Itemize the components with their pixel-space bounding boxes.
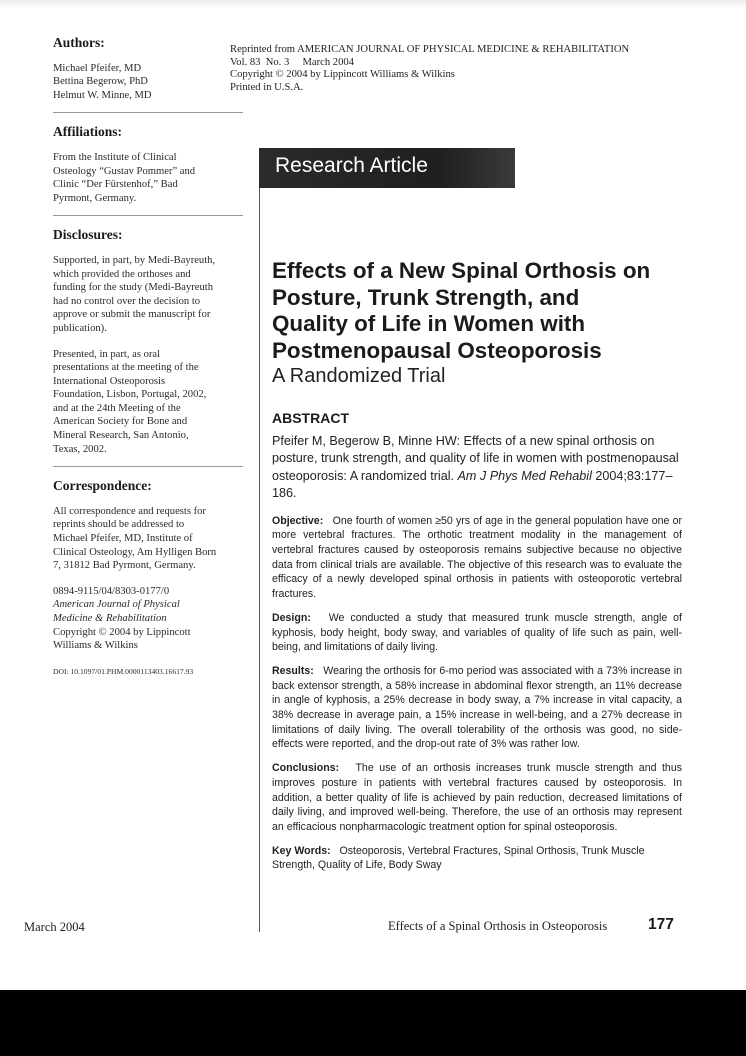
- presented-line: Texas, 2002.: [53, 443, 107, 455]
- correspondence-line: reprints should be addressed to: [53, 519, 185, 531]
- disclosures-text: [53, 254, 243, 336]
- affiliation-line: From the Institute of Clinical: [53, 151, 177, 163]
- disclosure-line: had no control over the decision to: [53, 295, 201, 307]
- objective-text: One fourth of women ≥50 yrs of age in the general population have one or more vertebral fractures. The orthotic treatment modality in the management of vertebral fractures caused by osteoporosis remains subjective because no objective data from clinical trials are available. The objective of this research was to evaluate the efficacy of a newly developed spinal orthosis in patients with osteoporotic vertebral fractures.: [272, 514, 682, 601]
- affiliation-line: Osteology “Gustav Pommer” and: [53, 165, 196, 177]
- journal-name-line: American Journal of Physical: [53, 599, 180, 611]
- correspondence-line: 7, 31812 Bad Pyrmont, Germany.: [53, 560, 196, 572]
- results-label: Results:: [272, 664, 314, 677]
- left-sidebar: [53, 36, 243, 700]
- article-type-banner: [259, 148, 515, 188]
- scan-bottom-border: [0, 990, 746, 1056]
- correspondence-block: [53, 479, 243, 688]
- title-line: Posture, Trunk Strength, and: [272, 284, 580, 310]
- author-name: Bettina Begerow, PhD: [53, 76, 148, 88]
- presented-line: Foundation, Lisbon, Portugal, 2002,: [53, 389, 207, 401]
- correspondence-heading: Correspondence:: [53, 478, 152, 494]
- author-name: Helmut W. Minne, MD: [53, 89, 152, 101]
- reprint-line: Reprinted from AMERICAN JOURNAL OF PHYSICAL MEDICINE & REHABILITATION: [230, 44, 630, 55]
- title-line: Postmenopausal Osteoporosis: [272, 337, 602, 363]
- presented-text: [53, 348, 243, 457]
- presented-line: and at the 24th Meeting of the: [53, 402, 181, 414]
- article-subtitle: A Randomized Trial: [272, 365, 446, 387]
- journal-name-line: Medicine & Rehabilitation: [53, 613, 167, 624]
- footer-date: March 2004: [24, 920, 85, 934]
- authors-block: [53, 36, 243, 113]
- correspondence-line: Michael Pfeifer, MD, Institute of: [53, 533, 193, 545]
- title-line: Quality of Life in Women with: [272, 311, 586, 336]
- affiliation-line: Clinic “Der Fürstenhof,” Bad: [53, 179, 178, 191]
- issn: 0894-9115/04/8303-0177/0: [53, 585, 170, 597]
- correspondence-line: Clinical Osteology, Am Hylligen Born: [53, 546, 217, 558]
- disclosure-line: funding for the study (Medi-Bayreuth: [53, 282, 214, 294]
- correspondence-text: [53, 505, 243, 573]
- keywords-paragraph: [272, 844, 682, 873]
- citation-text: Pfeifer M, Begerow B, Minne HW: Effects of a new spinal orthosis on posture, trunk strength, and quality of life in women with postmenopausal osteoporosis: A randomized trial.: [272, 434, 679, 483]
- reprint-line: Vol. 83 No. 3 March 2004: [230, 56, 354, 68]
- authors-heading: Authors:: [53, 35, 105, 50]
- affiliations-heading: Affiliations:: [53, 124, 122, 140]
- disclosures-heading: Disclosures:: [53, 227, 123, 243]
- keywords-label: Key Words:: [272, 844, 331, 857]
- title-line: Effects of a New Spinal Orthosis on: [272, 258, 651, 283]
- conclusions-paragraph: [272, 761, 682, 835]
- design-text: We conducted a study that measured trunk muscle strength, angle of kyphosis, body height, body sway, and variables of quality of life such as pain, well-being, and limitations of daily living.: [272, 611, 682, 654]
- presented-line: presentations at the meeting of the: [53, 362, 199, 374]
- presented-line: Presented, in part, as oral: [53, 348, 161, 360]
- results-text: Wearing the orthosis for 6-mo period was associated with a 73% increase in back extensor strength, a 58% increase in abdominal flexor strength, an 11% decrease in angle of kyphosis, a 25% decrease in body sway, a 7% increase in vital capacity, a 38% decrease in average pain, a 15% increase in well-being, and a 27% decrease in limitations of daily living. The overall tolerability of the orthosis was good, no side-effects were reported, and the drop-out rate of 3% was rather low.: [272, 664, 682, 751]
- page-top-shade: [0, 0, 746, 8]
- disclosure-line: which provided the orthoses and: [53, 268, 191, 280]
- objective-paragraph: [272, 514, 682, 602]
- abstract-citation: [272, 433, 682, 503]
- article-type-label: Research Article: [275, 154, 428, 177]
- copyright-line: Williams & Wilkins: [53, 640, 138, 652]
- conclusions-text: The use of an orthosis increases trunk muscle strength and thus improves posture in patients with vertebral fractures caused by osteoporosis. In addition, a better quality of life is achieved by pain reduction, decreased limitations of daily living, and improved well-being. Therefore, the use of an orthosis may represent an efficacious nonpharmacologic treatment option for spinal osteoporosis.: [272, 762, 683, 833]
- disclosure-line: Supported, in part, by Medi-Bayreuth,: [53, 254, 216, 266]
- presented-line: Mineral Research, San Antonio,: [53, 430, 189, 442]
- reprint-line: Printed in U.S.A.: [230, 81, 304, 93]
- presented-line: International Osteoporosis: [53, 375, 166, 387]
- affiliation-line: Pyrmont, Germany.: [53, 192, 137, 204]
- article-title: [272, 258, 682, 364]
- affiliations-block: [53, 125, 243, 216]
- correspondence-line: All correspondence and requests for: [53, 505, 206, 517]
- author-name: Michael Pfeifer, MD: [53, 62, 142, 74]
- design-paragraph: [272, 611, 682, 655]
- reprint-line: Copyright © 2004 by Lippincott Williams & Wilkins: [230, 69, 455, 80]
- conclusions-label: Conclusions:: [272, 762, 340, 775]
- disclosures-block: [53, 228, 243, 467]
- disclosure-line: approve or submit the manuscript for: [53, 309, 211, 321]
- publication-info: [53, 585, 243, 653]
- results-paragraph: [272, 664, 682, 752]
- column-divider: [259, 162, 260, 932]
- abstract-heading: ABSTRACT: [272, 410, 349, 426]
- objective-label: Objective:: [272, 514, 324, 527]
- keywords-text: Osteoporosis, Vertebral Fractures, Spinal Orthosis, Trunk Muscle Strength, Quality of Life, Body Sway: [272, 844, 645, 872]
- copyright-line: Copyright © 2004 by Lippincott: [53, 626, 191, 638]
- design-label: Design:: [272, 611, 311, 624]
- page-number: 177: [648, 916, 674, 933]
- footer-running-title: Effects of a Spinal Orthosis in Osteoporosis: [388, 919, 608, 933]
- doi: DOI: 10.1097/01.PHM.0000113403.16617.93: [53, 666, 194, 676]
- citation-journal: Am J Phys Med Rehabil: [457, 468, 592, 483]
- presented-line: American Society for Bone and: [53, 416, 188, 428]
- citation-ref: 2004;83:177–186.: [272, 468, 673, 501]
- reprint-header: [230, 44, 629, 94]
- article-main: [272, 258, 682, 882]
- disclosure-line: publication).: [53, 322, 107, 334]
